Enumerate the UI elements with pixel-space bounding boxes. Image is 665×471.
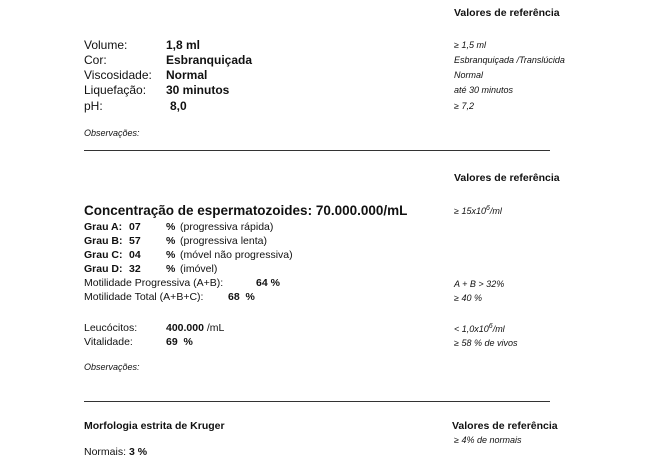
grade-b-label: Grau B: xyxy=(84,235,123,247)
observations-1: Observações: xyxy=(84,128,140,138)
kruger-title: Morfologia estrita de Kruger xyxy=(84,420,225,432)
concentration-line xyxy=(84,203,407,218)
viscosity-ref: Normal xyxy=(454,70,484,80)
concentration-label: Concentração de espermatozoides: xyxy=(84,203,313,218)
grade-d-label: Grau D: xyxy=(84,263,123,275)
normals-line xyxy=(84,446,147,458)
grade-a-value: 07 xyxy=(129,221,141,233)
ph-value: 8,0 xyxy=(170,99,187,113)
normals-unit: % xyxy=(137,446,148,458)
grade-a-desc: (progressiva rápida) xyxy=(180,221,274,233)
grade-b-value: 57 xyxy=(129,235,141,247)
volume-ref: ≥ 1,5 ml xyxy=(454,40,486,50)
color-label: Cor: xyxy=(84,53,107,67)
grade-d-unit: % xyxy=(166,263,176,275)
volume-value: 1,8 ml xyxy=(166,38,201,52)
ph-label: pH: xyxy=(84,99,103,113)
liquefaction-value: 30 minutos xyxy=(166,83,230,97)
motility-progressive-label: Motilidade Progressiva (A+B): xyxy=(84,277,224,289)
motility-progressive-value: 64 % xyxy=(256,277,280,289)
viscosity-value: Normal xyxy=(166,68,208,82)
grade-c-label: Grau C: xyxy=(84,249,123,261)
normals-label: Normais: xyxy=(84,446,127,458)
motility-total-label: Motilidade Total (A+B+C): xyxy=(84,291,204,303)
color-ref: Esbranquiçada /Translúcida xyxy=(454,55,565,65)
divider-1 xyxy=(84,150,550,151)
vitality-label: Vitalidade: xyxy=(84,336,133,348)
grade-c-value: 04 xyxy=(129,249,141,261)
motility-progressive-ref: A + B > 32% xyxy=(454,279,505,289)
leukocytes-value: 400.000 /mL xyxy=(166,322,225,334)
ref-header-2: Valores de referência xyxy=(454,172,560,184)
grade-b-desc: (progressiva lenta) xyxy=(180,235,267,247)
concentration-value: 70.000.000/mL xyxy=(315,203,408,218)
color-value: Esbranquiçada xyxy=(166,53,253,67)
observations-2: Observações: xyxy=(84,362,140,372)
leukocytes-label: Leucócitos: xyxy=(84,322,138,334)
kruger-ref: ≥ 4% de normais xyxy=(454,435,522,445)
leukocytes-ref: < $1,0x10^6/ml$ xyxy=(454,323,505,334)
ref-header-3: Valores de referência xyxy=(452,420,558,432)
viscosity-label: Viscosidade: xyxy=(84,68,152,82)
ref-header-1: Valores de referência xyxy=(454,7,560,19)
grade-a-label: Grau A: xyxy=(84,221,123,233)
normals-value: 3 xyxy=(128,446,135,458)
motility-total-ref: ≥ 40 % xyxy=(454,293,482,303)
vitality-value: 69 % xyxy=(166,336,193,348)
volume-label: Volume: xyxy=(84,38,128,52)
grade-d-desc: (imóvel) xyxy=(180,263,218,275)
ph-ref: ≥ 7,2 xyxy=(454,101,474,111)
motility-total-value: 68 % xyxy=(228,291,255,303)
liquefaction-label: Liquefação: xyxy=(84,83,147,97)
divider-2 xyxy=(84,401,550,402)
grade-b-unit: % xyxy=(166,235,176,247)
vitality-ref: ≥ 58 % de vivos xyxy=(454,338,518,348)
grade-c-unit: % xyxy=(166,249,176,261)
liquefaction-ref: até 30 minutos xyxy=(454,85,514,95)
concentration-ref: ≥ $15x10^6/ml$ xyxy=(454,205,502,216)
grade-c-desc: (móvel não progressiva) xyxy=(180,249,293,261)
grade-d-value: 32 xyxy=(129,263,141,275)
grade-a-unit: % xyxy=(166,221,176,233)
